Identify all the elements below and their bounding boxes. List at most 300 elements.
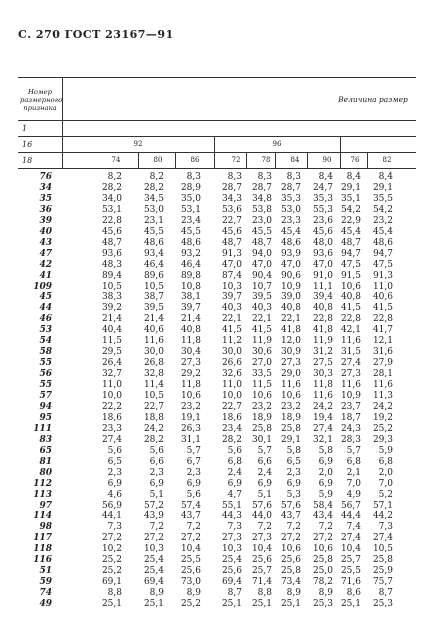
table-cell: 40,8 — [340, 292, 361, 303]
table-cell: 11,4 — [143, 380, 164, 391]
table-cell: 11,5 — [251, 380, 272, 391]
table-cell: 22,7 — [221, 215, 242, 226]
table-cell: 35,1 — [340, 193, 361, 204]
table-cell: 58,4 — [312, 500, 333, 511]
table-cell: 25,7 — [340, 555, 361, 566]
table-cell: 25,8 — [312, 555, 333, 566]
table-cell: 27,3 — [251, 533, 272, 544]
table-cell: 6,9 — [227, 478, 242, 489]
table-cell: 35,5 — [372, 193, 393, 204]
table-cell: 27,4 — [101, 434, 122, 445]
table-cell: 25,8 — [372, 555, 393, 566]
size-col-header: 76 — [350, 156, 360, 164]
table-cell: 5,9 — [318, 489, 333, 500]
table-cell: 45,5 — [143, 226, 164, 237]
col-divider — [246, 152, 247, 168]
table-cell: 25,1 — [143, 599, 164, 610]
table-cell: 8,9 — [286, 588, 301, 599]
table-cell: 53,0 — [143, 204, 164, 215]
table-cell: 35,3 — [312, 193, 333, 204]
table-cell: 10,5 — [101, 281, 122, 292]
table-cell: 57,6 — [280, 500, 301, 511]
table-cell: 25,1 — [340, 599, 361, 610]
table-cell: 19,4 — [312, 412, 333, 423]
row-label-18: 18 — [22, 156, 33, 165]
table-cell: 21,4 — [180, 314, 201, 325]
row-label-16: 16 — [22, 140, 33, 149]
table-cell: 41,5 — [251, 325, 272, 336]
table-cell: 5,7 — [346, 445, 361, 456]
table-cell: 6,7 — [186, 456, 201, 467]
table-cell: 8,3 — [227, 172, 242, 182]
table-cell: 21,4 — [143, 314, 164, 325]
table-cell: 10,0 — [101, 391, 122, 401]
table-cell: 28,1 — [372, 369, 393, 380]
table-rule — [18, 136, 416, 137]
table-cell: 41,5 — [340, 303, 361, 314]
table-cell: 7,4 — [346, 522, 361, 533]
row-number: 113 — [33, 489, 52, 500]
table-cell: 39,2 — [101, 303, 122, 314]
page-header: С. 270 ГОСТ 23167—91 — [18, 28, 174, 41]
table-cell: 29,1 — [340, 182, 361, 193]
table-cell: 32,6 — [221, 369, 242, 380]
row-number: 43 — [39, 237, 52, 248]
table-cell: 23,3 — [101, 423, 122, 434]
table-cell: 10,6 — [251, 391, 272, 401]
table-cell: 10,6 — [312, 544, 333, 555]
table-cell: 10,5 — [143, 391, 164, 401]
table-cell: 41,8 — [280, 325, 301, 336]
table-cell: 25,9 — [372, 566, 393, 577]
table-cell: 93,6 — [101, 248, 122, 259]
table-cell: 29,3 — [372, 434, 393, 445]
table-cell: 30,0 — [221, 347, 242, 358]
table-cell: 8,4 — [346, 172, 361, 182]
table-cell: 11,3 — [372, 391, 393, 401]
col-divider — [367, 152, 368, 168]
table-cell: 48,6 — [180, 237, 201, 248]
table-cell: 25,4 — [143, 566, 164, 577]
table-cell: 44,1 — [101, 511, 122, 522]
row-number: 95 — [39, 412, 52, 423]
table-cell: 45,4 — [372, 226, 393, 237]
table-cell: 46,4 — [143, 259, 164, 270]
table-cell: 27,3 — [280, 358, 301, 369]
row-number: 51 — [39, 566, 52, 577]
table-cell: 28,3 — [340, 434, 361, 445]
table-cell: 10,6 — [280, 544, 301, 555]
row-number: 39 — [39, 215, 52, 226]
table-cell: 56,9 — [101, 500, 122, 511]
table-cell: 45,4 — [280, 226, 301, 237]
table-cell: 2,0 — [318, 467, 333, 478]
table-cell: 93,6 — [312, 248, 333, 259]
size-group-label: 92 — [133, 140, 143, 148]
table-cell: 25,6 — [221, 566, 242, 577]
table-cell: 23,0 — [251, 215, 272, 226]
table-cell: 18,9 — [280, 412, 301, 423]
table-cell: 45,6 — [221, 226, 242, 237]
table-cell: 40,6 — [143, 325, 164, 336]
table-cell: 18,7 — [340, 412, 361, 423]
table-cell: 25,5 — [180, 555, 201, 566]
table-cell: 22,7 — [143, 401, 164, 412]
table-cell: 87,4 — [221, 270, 242, 281]
table-cell: 7,3 — [227, 522, 242, 533]
table-cell: 29,0 — [280, 369, 301, 380]
table-cell: 45,4 — [340, 226, 361, 237]
table-cell: 22,7 — [221, 401, 242, 412]
table-cell: 5,9 — [378, 445, 393, 456]
row-number: 55 — [39, 358, 52, 369]
row-number: 34 — [39, 182, 52, 193]
table-cell: 41,7 — [372, 325, 393, 336]
table-cell: 8,3 — [186, 172, 201, 182]
row-number: 109 — [33, 281, 52, 292]
row-number: 41 — [39, 270, 52, 281]
table-cell: 7,3 — [107, 522, 122, 533]
table-cell: 18,9 — [251, 412, 272, 423]
table-cell: 10,3 — [221, 544, 242, 555]
group-divider — [214, 136, 215, 168]
row-number: 45 — [39, 292, 52, 303]
table-cell: 30,0 — [143, 347, 164, 358]
table-cell: 19,1 — [180, 412, 201, 423]
table-cell: 40,8 — [180, 325, 201, 336]
row-number: 56 — [39, 369, 52, 380]
table-cell: 30,3 — [312, 369, 333, 380]
table-cell: 25,1 — [221, 599, 242, 610]
table-cell: 55,1 — [221, 500, 242, 511]
table-cell: 48,6 — [372, 237, 393, 248]
table-cell: 89,8 — [180, 270, 201, 281]
table-cell: 30,9 — [280, 347, 301, 358]
table-cell: 11,1 — [312, 281, 333, 292]
table-cell: 4,6 — [107, 489, 122, 500]
table-cell: 34,5 — [143, 193, 164, 204]
table-cell: 55,3 — [312, 204, 333, 215]
table-cell: 28,9 — [180, 182, 201, 193]
table-cell: 18,8 — [143, 412, 164, 423]
table-cell: 8,6 — [346, 588, 361, 599]
table-cell: 10,6 — [280, 391, 301, 401]
table-cell: 48,0 — [312, 237, 333, 248]
size-col-header: 78 — [261, 156, 271, 164]
table-cell: 29,5 — [101, 347, 122, 358]
table-cell: 43,7 — [180, 511, 201, 522]
table-cell: 44,2 — [372, 511, 393, 522]
table-cell: 6,9 — [107, 478, 122, 489]
table-cell: 27,4 — [372, 533, 393, 544]
row-number: 80 — [39, 467, 52, 478]
row-number: 59 — [39, 577, 52, 588]
table-cell: 8,9 — [318, 588, 333, 599]
table-cell: 11,6 — [372, 380, 393, 391]
table-cell: 22,1 — [221, 314, 242, 325]
table-cell: 26,6 — [221, 358, 242, 369]
table-cell: 23,1 — [143, 215, 164, 226]
table-cell: 38,1 — [180, 292, 201, 303]
table-cell: 25,0 — [312, 566, 333, 577]
table-cell: 23,6 — [312, 215, 333, 226]
table-cell: 32,7 — [101, 369, 122, 380]
table-cell: 47,0 — [312, 259, 333, 270]
row-number: 81 — [39, 456, 52, 467]
table-cell: 54,2 — [372, 204, 393, 215]
table-cell: 22,8 — [340, 314, 361, 325]
table-cell: 10,7 — [251, 281, 272, 292]
table-cell: 23,4 — [221, 423, 242, 434]
table-cell: 53,1 — [101, 204, 122, 215]
table-cell: 40,8 — [280, 303, 301, 314]
table-cell: 27,9 — [372, 358, 393, 369]
table-cell: 25,1 — [101, 599, 122, 610]
table-cell: 40,8 — [312, 303, 333, 314]
table-cell: 48,7 — [101, 237, 122, 248]
table-cell: 25,1 — [280, 599, 301, 610]
row-number: 83 — [39, 434, 52, 445]
table-cell: 18,6 — [101, 412, 122, 423]
table-cell: 6,9 — [286, 478, 301, 489]
group-divider — [340, 136, 341, 168]
table-cell: 10,4 — [180, 544, 201, 555]
row-number: 53 — [39, 325, 52, 336]
table-cell: 27,3 — [340, 369, 361, 380]
table-cell: 10,8 — [180, 281, 201, 292]
table-cell: 39,7 — [180, 303, 201, 314]
table-cell: 39,5 — [143, 303, 164, 314]
table-cell: 69,4 — [143, 577, 164, 588]
table-cell: 71,4 — [251, 577, 272, 588]
row-number: 116 — [33, 555, 52, 566]
table-cell: 8,8 — [257, 588, 272, 599]
table-cell: 6,9 — [186, 478, 201, 489]
table-cell: 44,4 — [340, 511, 361, 522]
table-cell: 48,6 — [280, 237, 301, 248]
table-cell: 53,6 — [221, 204, 242, 215]
row-number: 49 — [39, 599, 52, 610]
table-cell: 57,2 — [143, 500, 164, 511]
table-cell: 10,2 — [101, 544, 122, 555]
row-number: 117 — [33, 533, 52, 544]
table-cell: 5,7 — [257, 445, 272, 456]
table-cell: 35,3 — [280, 193, 301, 204]
table-cell: 6,9 — [318, 456, 333, 467]
table-cell: 23,2 — [251, 401, 272, 412]
table-cell: 7,2 — [186, 522, 201, 533]
table-cell: 38,7 — [143, 292, 164, 303]
table-cell: 73,0 — [180, 577, 201, 588]
table-cell: 5,6 — [227, 445, 242, 456]
row-number: 98 — [39, 522, 52, 533]
table-cell: 25,2 — [101, 555, 122, 566]
table-cell: 6,9 — [318, 478, 333, 489]
table-cell: 19,2 — [372, 412, 393, 423]
table-cell: 22,2 — [101, 401, 122, 412]
table-cell: 25,1 — [251, 599, 272, 610]
table-cell: 27,3 — [180, 358, 201, 369]
table-cell: 2,0 — [378, 467, 393, 478]
row-number: 58 — [39, 347, 52, 358]
size-col-header: 82 — [382, 156, 392, 164]
table-cell: 53,0 — [280, 204, 301, 215]
table-cell: 44,3 — [221, 511, 242, 522]
col-header-right: Величина размер — [338, 95, 408, 104]
table-cell: 10,4 — [340, 544, 361, 555]
col-divider — [175, 152, 176, 168]
table-cell: 91,0 — [312, 270, 333, 281]
table-cell: 53,8 — [251, 204, 272, 215]
size-col-header: 74 — [111, 156, 121, 164]
table-cell: 32,1 — [312, 434, 333, 445]
table-cell: 12,0 — [280, 336, 301, 347]
table-cell: 21,4 — [101, 314, 122, 325]
table-cell: 23,2 — [180, 401, 201, 412]
table-cell: 7,2 — [286, 522, 301, 533]
table-cell: 8,8 — [107, 588, 122, 599]
table-cell: 29,1 — [280, 434, 301, 445]
table-cell: 8,4 — [318, 172, 333, 182]
row-number: 97 — [39, 500, 52, 511]
table-cell: 11,8 — [312, 380, 333, 391]
table-cell: 39,0 — [280, 292, 301, 303]
table-cell: 40,3 — [221, 303, 242, 314]
table-cell: 10,6 — [180, 391, 201, 401]
table-cell: 10,9 — [280, 281, 301, 292]
table-cell: 25,4 — [143, 555, 164, 566]
table-cell: 18,6 — [221, 412, 242, 423]
row-number: 44 — [39, 303, 52, 314]
table-cell: 11,0 — [101, 380, 122, 391]
row-number: 114 — [33, 511, 52, 522]
table-cell: 47,0 — [280, 259, 301, 270]
table-cell: 8,7 — [378, 588, 393, 599]
table-cell: 71,6 — [340, 577, 361, 588]
table-cell: 23,2 — [372, 215, 393, 226]
size-col-header: 84 — [290, 156, 300, 164]
table-cell: 47,5 — [340, 259, 361, 270]
table-cell: 6,8 — [378, 456, 393, 467]
row-label-1: 1 — [22, 124, 28, 133]
table-cell: 28,2 — [143, 434, 164, 445]
table-cell: 27,3 — [221, 533, 242, 544]
table-cell: 8,2 — [149, 172, 164, 182]
table-cell: 25,8 — [251, 423, 272, 434]
table-cell: 25,6 — [251, 555, 272, 566]
table-cell: 8,7 — [227, 588, 242, 599]
table-cell: 45,5 — [251, 226, 272, 237]
table-cell: 27,2 — [312, 533, 333, 544]
table-cell: 2,3 — [286, 467, 301, 478]
table-cell: 6,8 — [346, 456, 361, 467]
size-group-label: 96 — [272, 140, 282, 148]
table-cell: 10,5 — [143, 281, 164, 292]
table-cell: 31,5 — [340, 347, 361, 358]
table-cell: 90,4 — [251, 270, 272, 281]
table-cell: 5,8 — [286, 445, 301, 456]
table-cell: 10,3 — [143, 544, 164, 555]
table-cell: 35,0 — [180, 193, 201, 204]
table-cell: 94,0 — [251, 248, 272, 259]
table-cell: 27,2 — [180, 533, 201, 544]
table-cell: 6,5 — [286, 456, 301, 467]
table-rule — [18, 168, 416, 169]
table-cell: 23,2 — [280, 401, 301, 412]
table-cell: 43,7 — [280, 511, 301, 522]
table-cell: 41,8 — [312, 325, 333, 336]
table-cell: 48,7 — [340, 237, 361, 248]
table-cell: 11,5 — [101, 336, 122, 347]
table-cell: 45,5 — [180, 226, 201, 237]
row-number: 112 — [33, 478, 52, 489]
table-cell: 48,6 — [143, 237, 164, 248]
table-cell: 43,4 — [312, 511, 333, 522]
table-cell: 27,2 — [280, 533, 301, 544]
row-number: 55 — [39, 380, 52, 391]
table-cell: 28,2 — [221, 434, 242, 445]
table-cell: 26,4 — [101, 358, 122, 369]
table-cell: 69,1 — [101, 577, 122, 588]
row-number: 42 — [39, 259, 52, 270]
table-cell: 22,1 — [280, 314, 301, 325]
table-cell: 10,0 — [221, 391, 242, 401]
table-cell: 5,7 — [186, 445, 201, 456]
table-cell: 25,6 — [180, 566, 201, 577]
table-cell: 7,3 — [378, 522, 393, 533]
table-cell: 30,1 — [251, 434, 272, 445]
table-cell: 10,5 — [372, 544, 393, 555]
table-cell: 26,8 — [143, 358, 164, 369]
row-number: 76 — [39, 172, 52, 182]
table-cell: 24,7 — [312, 182, 333, 193]
table-cell: 5,1 — [257, 489, 272, 500]
table-cell: 28,2 — [143, 182, 164, 193]
table-cell: 2,4 — [257, 467, 272, 478]
table-cell: 39,5 — [251, 292, 272, 303]
table-cell: 34,8 — [251, 193, 272, 204]
table-cell: 24,3 — [340, 423, 361, 434]
table-cell: 27,2 — [143, 533, 164, 544]
table-cell: 53,1 — [180, 204, 201, 215]
row-number: 111 — [33, 423, 52, 434]
table-cell: 23,3 — [280, 215, 301, 226]
table-cell: 34,0 — [101, 193, 122, 204]
table-cell: 7,0 — [378, 478, 393, 489]
table-cell: 11,2 — [221, 336, 242, 347]
table-cell: 39,4 — [312, 292, 333, 303]
table-cell: 25,5 — [340, 566, 361, 577]
table-cell: 89,6 — [143, 270, 164, 281]
table-cell: 22,8 — [372, 314, 393, 325]
table-cell: 2,3 — [107, 467, 122, 478]
table-cell: 22,1 — [251, 314, 272, 325]
table-cell: 5,1 — [149, 489, 164, 500]
table-cell: 11,6 — [340, 380, 361, 391]
table-cell: 40,6 — [372, 292, 393, 303]
table-cell: 6,6 — [257, 456, 272, 467]
table-cell: 5,2 — [378, 489, 393, 500]
size-col-header: 80 — [153, 156, 163, 164]
table-cell: 25,4 — [221, 555, 242, 566]
size-col-header: 72 — [231, 156, 241, 164]
table-cell: 12,1 — [372, 336, 393, 347]
table-divider — [62, 77, 63, 168]
table-cell: 94,7 — [372, 248, 393, 259]
table-cell: 6,9 — [149, 478, 164, 489]
table-top-rule — [18, 77, 416, 78]
table-cell: 54,2 — [340, 204, 361, 215]
